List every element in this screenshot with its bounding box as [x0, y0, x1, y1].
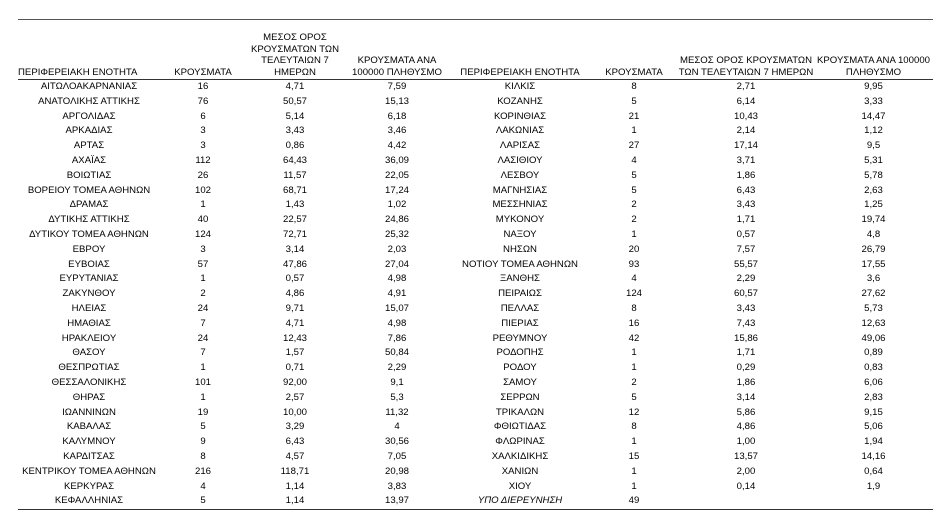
avg7-value: 9,71: [285, 302, 305, 314]
cases-value: 1: [200, 273, 206, 285]
region-name: ΔΥΤΙΚΟΥ ΤΟΜΕΑ ΑΘΗΝΩΝ: [29, 228, 149, 240]
region-name: ΘΑΣΟΥ: [72, 347, 106, 359]
per100k-value: 4,98: [387, 317, 407, 329]
avg7-value: 3,43: [736, 199, 756, 211]
per100k-value: 4,98: [387, 273, 407, 285]
cases-value: 124: [625, 288, 642, 300]
region-name: ΗΡΑΚΛΕΙΟΥ: [61, 332, 117, 344]
avg7-value: 1,71: [736, 347, 756, 359]
cases-value: 3: [200, 243, 206, 255]
per100k-value: 7,86: [387, 332, 407, 344]
per100k-value: 7,05: [387, 450, 407, 462]
avg7-value: 1,00: [736, 436, 756, 448]
avg7-value: 1,71: [736, 214, 756, 226]
avg7-value: 4,86: [285, 288, 305, 300]
per100k-value: 1,9: [866, 480, 881, 492]
cases-value: 76: [197, 95, 209, 107]
cases-value: 5: [631, 169, 637, 181]
table-row: [18, 169, 933, 184]
avg7-value: 118,71: [280, 465, 310, 477]
top-rule: [18, 19, 933, 20]
table-row: [18, 480, 933, 495]
cases-value: 15: [628, 450, 640, 462]
per100k-value: 22,05: [384, 169, 409, 181]
per100k-value: 9,95: [864, 81, 883, 92]
avg7-value: 13,57: [733, 450, 758, 462]
avg7-value: 1,14: [246, 494, 344, 509]
per100k-value: 0,64: [864, 465, 883, 477]
table-row: [18, 95, 933, 110]
cases-value: 2: [631, 376, 637, 388]
header-row: [18, 32, 933, 80]
region-name: ΠΕΛΛΑΣ: [500, 302, 540, 314]
table-row: [18, 184, 933, 199]
cases-value: 4: [200, 480, 206, 492]
per100k-value: 49,06: [861, 332, 886, 344]
per100k-value: 4,91: [387, 288, 407, 300]
avg7-value: 11,57: [283, 169, 307, 181]
region-name: ΦΘΙΩΤΙΔΑΣ: [493, 421, 547, 433]
per100k-value: 27,62: [861, 288, 886, 300]
per100k-value: 0,83: [864, 362, 883, 374]
per100k-value: [814, 494, 933, 509]
cases-value: 26: [197, 169, 209, 181]
avg7-value: 15,86: [733, 332, 758, 344]
table-row: [18, 110, 933, 125]
cases-value: 7: [200, 317, 206, 329]
region-name: ΤΡΙΚΑΛΩΝ: [495, 406, 545, 418]
region-name: ΜΕΣΣΗΝΙΑΣ: [492, 199, 548, 211]
table-row: [18, 302, 933, 317]
cases-value: 2: [631, 214, 637, 226]
per100k-value: 4,8: [866, 228, 881, 240]
per100k-value: 9,15: [864, 406, 883, 418]
region-name: ΚΑΛΥΜΝΟΥ: [62, 436, 116, 448]
per100k-value: 2,83: [864, 391, 883, 403]
cases-value: 12: [628, 406, 640, 418]
table-row: [18, 450, 933, 465]
avg7-value: 3,43: [285, 125, 305, 137]
per100k-value: 50,84: [384, 347, 409, 359]
table-row: [18, 317, 933, 332]
region-name: ΞΑΝΘΗΣ: [500, 273, 540, 285]
per100k-value: 19,74: [861, 214, 886, 226]
avg7-value: 4,71: [285, 317, 305, 329]
avg7-value: 6,43: [736, 184, 756, 196]
cases-value: 4: [631, 273, 637, 285]
avg7-value: 17,14: [733, 140, 758, 152]
table-row: [18, 494, 933, 509]
region-name: ΚΑΒΑΛΑΣ: [66, 421, 112, 433]
table-row: [18, 376, 933, 391]
cases-value: 1: [200, 362, 206, 374]
per100k-value: 24,86: [384, 214, 409, 226]
avg7-value: 0,71: [285, 362, 305, 374]
per100k-value: 17,55: [861, 258, 886, 270]
cases-value: 21: [628, 110, 640, 122]
region-name: ΕΒΡΟΥ: [72, 243, 106, 255]
cases-value: 5: [631, 95, 637, 107]
region-name: ΠΕΙΡΑΙΩΣ: [498, 288, 542, 300]
region-name: ΛΑΡΙΣΑΣ: [499, 140, 541, 152]
avg7-value: 64,43: [282, 154, 307, 166]
per100k-value: 6,18: [387, 110, 407, 122]
region-name: ΚΕΡΚΥΡΑΣ: [63, 480, 114, 492]
per100k-value: 12,63: [861, 317, 886, 329]
per100k-value: 3,46: [387, 125, 407, 137]
region-header: ΠΕΡΙΦΕΡΕΙΑΚΗ ΕΝΟΤΗΤΑ: [450, 32, 590, 80]
avg7-value: 50,57: [282, 95, 307, 107]
per100k-value: 1,02: [387, 199, 407, 211]
per100k-value: 14,16: [861, 450, 886, 462]
region-name: ΡΟΔΟΠΗΣ: [496, 347, 544, 359]
cases-value: 1: [631, 465, 637, 477]
region-name: ΡΕΘΥΜΝΟΥ: [492, 332, 548, 344]
avg7-value: 3,43: [736, 302, 756, 314]
region-name: ΧΑΝΙΩΝ: [501, 465, 539, 477]
cases-value: 1: [200, 391, 206, 403]
cases-value: 57: [197, 258, 209, 270]
per100k-value: 5,3: [390, 391, 404, 403]
per100k-value: 5,06: [864, 421, 883, 433]
cases-value: 5: [631, 184, 637, 196]
cases-value: 20: [628, 243, 640, 255]
avg7-value: 2,14: [736, 125, 756, 137]
table-row: [18, 361, 933, 376]
region-name: ΑΡΓΟΛΙΔΑΣ: [62, 110, 116, 122]
cases-value: 5: [160, 494, 246, 509]
per100k-value: 7,59: [387, 81, 407, 92]
avg7-value: 2,00: [736, 465, 756, 477]
cases-value: 3: [200, 125, 206, 137]
region-name: ΑΡΚΑΔΙΑΣ: [65, 125, 113, 137]
avg7-value: 2,57: [285, 391, 305, 403]
per100k-value: 3,83: [387, 480, 407, 492]
table-row: [18, 198, 933, 213]
table-body: [18, 80, 933, 510]
table-row: [18, 258, 933, 273]
table-row: [18, 213, 933, 228]
per100k-value: 1,94: [864, 436, 883, 448]
avg7-value: 68,71: [282, 184, 307, 196]
per100k-value: 9,1: [390, 376, 404, 388]
avg7-value: 2,71: [736, 81, 756, 92]
cases-value: 8: [200, 450, 206, 462]
region-name: ΜΥΚΟΝΟΥ: [495, 214, 545, 226]
table-row: [18, 332, 933, 347]
avg7-value: 3,14: [285, 243, 305, 255]
avg7-value: 22,57: [282, 214, 307, 226]
avg7-value: 2,29: [736, 273, 756, 285]
table-row: [18, 80, 933, 95]
cases-header: ΚΡΟΥΣΜΑΤΑ: [160, 32, 246, 80]
per100k-value: 9,5: [866, 140, 881, 152]
cases-value: 3: [200, 140, 206, 152]
avg7-value: 0,57: [285, 273, 305, 285]
region-name: ΛΕΣΒΟΥ: [500, 169, 540, 181]
table-row: [18, 243, 933, 258]
table-row: [18, 406, 933, 421]
avg7-value: [678, 494, 814, 509]
region-name: ΚΙΛΚΙΣ: [504, 81, 536, 92]
per100k-header: ΚΡΟΥΣΜΑΤΑ ΑΝΑ 100000 ΠΛΗΘΥΣΜΟ: [814, 32, 933, 80]
cases-value: 1: [631, 436, 637, 448]
per100k-value: 3,33: [864, 95, 883, 107]
avg7-value: 6,43: [285, 436, 305, 448]
cases-value: 49: [590, 494, 678, 509]
table-row: [18, 124, 933, 139]
region-name: ΕΥΡΥΤΑΝΙΑΣ: [59, 273, 119, 285]
avg7-value: 60,57: [733, 288, 758, 300]
avg7-value: 0,57: [736, 228, 756, 240]
region-name: ΜΑΓΝΗΣΙΑΣ: [492, 184, 548, 196]
cases-value: 1: [631, 125, 637, 137]
avg7-value: 4,71: [285, 81, 305, 92]
per100k-value: 25,32: [384, 228, 409, 240]
per100k-value: 0,89: [864, 347, 883, 359]
region-name: ΘΕΣΣΑΛΟΝΙΚΗΣ: [51, 376, 127, 388]
region-name: ΧΑΛΚΙΔΙΚΗΣ: [491, 450, 549, 462]
region-name: ΔΥΤΙΚΗΣ ΑΤΤΙΚΗΣ: [48, 214, 130, 226]
region-name: ΒΟΙΩΤΙΑΣ: [66, 169, 112, 181]
per100k-value: 5,73: [864, 302, 883, 314]
avg7-value: 5,86: [736, 406, 756, 418]
per100k-value: 36,09: [384, 154, 409, 166]
region-name: ΧΙΟΥ: [508, 480, 532, 492]
per100k-value: 4: [394, 421, 400, 433]
avg7-value: 3,14: [736, 391, 756, 403]
per100k-value: 14,47: [861, 110, 886, 122]
per100k-value: 17,24: [384, 184, 409, 196]
avg7-header: ΜΕΣΟΣ ΟΡΟΣ ΚΡΟΥΣΜΑΤΩΝ ΤΩΝ ΤΕΛΕΥΤΑΙΩΝ 7 ΗΜΕΡΩΝ: [246, 32, 344, 80]
cases-value: 8: [631, 81, 637, 92]
region-name: ΝΟΤΙΟΥ ΤΟΜΕΑ ΑΘΗΝΩΝ: [462, 258, 578, 270]
region-name: ΗΜΑΘΙΑΣ: [67, 317, 111, 329]
per100k-value: 6,06: [864, 376, 883, 388]
cases-value: 1: [631, 347, 637, 359]
table-row: [18, 465, 933, 480]
avg7-value: 1,57: [285, 347, 305, 359]
avg7-value: 7,57: [736, 243, 756, 255]
region-name: ΝΗΣΩΝ: [503, 243, 537, 255]
region-name: ΘΕΣΠΡΩΤΙΑΣ: [58, 362, 120, 374]
avg7-value: 4,57: [285, 450, 305, 462]
cases-value: 7: [200, 347, 206, 359]
cases-value: 42: [628, 332, 640, 344]
per100k-value: 5,78: [864, 169, 883, 181]
cases-value: 2: [200, 288, 206, 300]
per100k-value: 27,04: [384, 258, 409, 270]
cases-value: 216: [194, 465, 211, 477]
cases-value: 4: [631, 154, 637, 166]
avg7-value: 4,86: [736, 421, 756, 433]
avg7-value: 92,00: [282, 376, 307, 388]
table-row: [18, 287, 933, 302]
region-name: ΙΩΑΝΝΙΝΩΝ: [62, 406, 116, 418]
region-name: ΚΕΝΤΡΙΚΟΥ ΤΟΜΕΑ ΑΘΗΝΩΝ: [22, 465, 156, 477]
cases-value: 16: [197, 81, 209, 92]
region-name: ΑΝΑΤΟΛΙΚΗΣ ΑΤΤΙΚΗΣ: [38, 95, 140, 107]
per100k-value: 4,42: [387, 140, 407, 152]
avg7-value: 1,86: [736, 169, 756, 181]
table-row: [18, 420, 933, 435]
per100k-value: 15,07: [384, 302, 409, 314]
avg7-header: ΜΕΣΟΣ ΟΡΟΣ ΚΡΟΥΣΜΑΤΩΝ ΤΩΝ ΤΕΛΕΥΤΑΙΩΝ 7 ΗΜΕΡΩΝ: [678, 32, 814, 80]
region-name: ΣΑΜΟΥ: [503, 376, 537, 388]
per100k-value: 26,79: [861, 243, 886, 255]
per100k-value: 3,6: [866, 273, 881, 285]
per100k-value: 2,03: [387, 243, 407, 255]
cases-value: 8: [631, 302, 637, 314]
per100k-header: ΚΡΟΥΣΜΑΤΑ ΑΝΑ 100000 ΠΛΗΘΥΣΜΟ: [344, 32, 450, 80]
per100k-value: 15,13: [384, 95, 409, 107]
avg7-value: 0,86: [285, 140, 305, 152]
region-name: ΖΑΚΥΝΘΟΥ: [62, 288, 116, 300]
table-row: [18, 391, 933, 406]
table-row: [18, 228, 933, 243]
per100k-value: 20,98: [384, 465, 409, 477]
avg7-value: 7,43: [736, 317, 756, 329]
avg7-value: 3,29: [285, 421, 305, 433]
region-name: ΥΠΟ ΔΙΕΡΕΥΝΗΣΗ: [450, 494, 590, 509]
region-name: ΚΟΖΑΝΗΣ: [497, 95, 543, 107]
region-header: ΠΕΡΙΦΕΡΕΙΑΚΗ ΕΝΟΤΗΤΑ: [18, 32, 160, 80]
per100k-value: 13,97: [344, 494, 450, 509]
cases-value: 102: [194, 184, 211, 196]
cases-value: 1: [631, 480, 637, 492]
cases-value: 24: [197, 302, 209, 314]
avg7-value: 47,86: [282, 258, 307, 270]
per100k-value: 30,56: [384, 436, 409, 448]
region-name: ΑΡΤΑΣ: [73, 140, 105, 152]
region-name: ΣΕΡΡΩΝ: [500, 391, 540, 403]
table-row: [18, 154, 933, 169]
cases-value: 24: [197, 332, 209, 344]
table-row: [18, 139, 933, 154]
avg7-value: 55,57: [733, 258, 758, 270]
per100k-value: 5,31: [864, 154, 883, 166]
region-name: ΑΧΑΪΑΣ: [71, 154, 107, 166]
per100k-value: 11,32: [385, 406, 409, 418]
region-name: ΚΟΡΙΝΘΙΑΣ: [493, 110, 547, 122]
cases-header: ΚΡΟΥΣΜΑΤΑ: [590, 32, 678, 80]
avg7-value: 1,86: [736, 376, 756, 388]
avg7-value: 1,43: [285, 199, 305, 211]
table-row: [18, 346, 933, 361]
cases-value: 124: [194, 228, 211, 240]
region-name: ΔΡΑΜΑΣ: [69, 199, 109, 211]
cases-value: 1: [631, 228, 637, 240]
avg7-value: 0,14: [736, 480, 756, 492]
cases-value: 9: [200, 436, 206, 448]
table-row: [18, 435, 933, 450]
region-name: ΝΑΞΟΥ: [503, 228, 537, 240]
cases-value: 93: [628, 258, 640, 270]
cases-value: 112: [195, 154, 211, 166]
cases-value: 19: [197, 406, 209, 418]
avg7-value: 0,29: [736, 362, 756, 374]
cases-value: 1: [200, 199, 206, 211]
cases-table: [18, 32, 933, 510]
cases-value: 2: [631, 199, 637, 211]
avg7-value: 3,71: [736, 154, 756, 166]
cases-value: 1: [631, 362, 637, 374]
avg7-value: 12,43: [282, 332, 307, 344]
cases-value: 16: [628, 317, 640, 329]
avg7-value: 72,71: [282, 228, 307, 240]
avg7-value: 1,14: [285, 480, 305, 492]
cases-value: 27: [628, 140, 640, 152]
avg7-value: 5,14: [285, 110, 305, 122]
avg7-value: 10,00: [282, 406, 307, 418]
cases-value: 6: [200, 110, 206, 122]
region-name: ΕΥΒΟΙΑΣ: [68, 258, 110, 270]
avg7-value: 6,14: [736, 95, 756, 107]
region-name: ΑΙΤΩΛΟΑΚΑΡΝΑΝΙΑΣ: [40, 81, 138, 92]
region-name: ΚΕΦΑΛΛΗΝΙΑΣ: [18, 494, 160, 509]
table-row: [18, 272, 933, 287]
per100k-value: 2,63: [864, 184, 883, 196]
region-name: ΦΛΩΡΙΝΑΣ: [495, 436, 545, 448]
per100k-value: 1,25: [864, 199, 883, 211]
region-name: ΘΗΡΑΣ: [72, 391, 106, 403]
per100k-value: 1,12: [864, 125, 883, 137]
avg7-value: 10,43: [733, 110, 758, 122]
region-name: ΠΙΕΡΙΑΣ: [501, 317, 539, 329]
region-name: ΛΑΣΙΘΙΟΥ: [497, 154, 543, 166]
region-name: ΡΟΔΟΥ: [503, 362, 537, 374]
region-name: ΚΑΡΔΙΤΣΑΣ: [63, 450, 115, 462]
cases-value: 5: [631, 391, 637, 403]
cases-value: 101: [194, 376, 211, 388]
cases-value: 8: [631, 421, 637, 433]
per100k-value: 2,29: [387, 362, 407, 374]
region-name: ΗΛΕΙΑΣ: [71, 302, 107, 314]
cases-value: 5: [200, 421, 206, 433]
cases-value: 40: [197, 214, 209, 226]
region-name: ΒΟΡΕΙΟΥ ΤΟΜΕΑ ΑΘΗΝΩΝ: [27, 184, 151, 196]
region-name: ΛΑΚΩΝΙΑΣ: [495, 125, 545, 137]
